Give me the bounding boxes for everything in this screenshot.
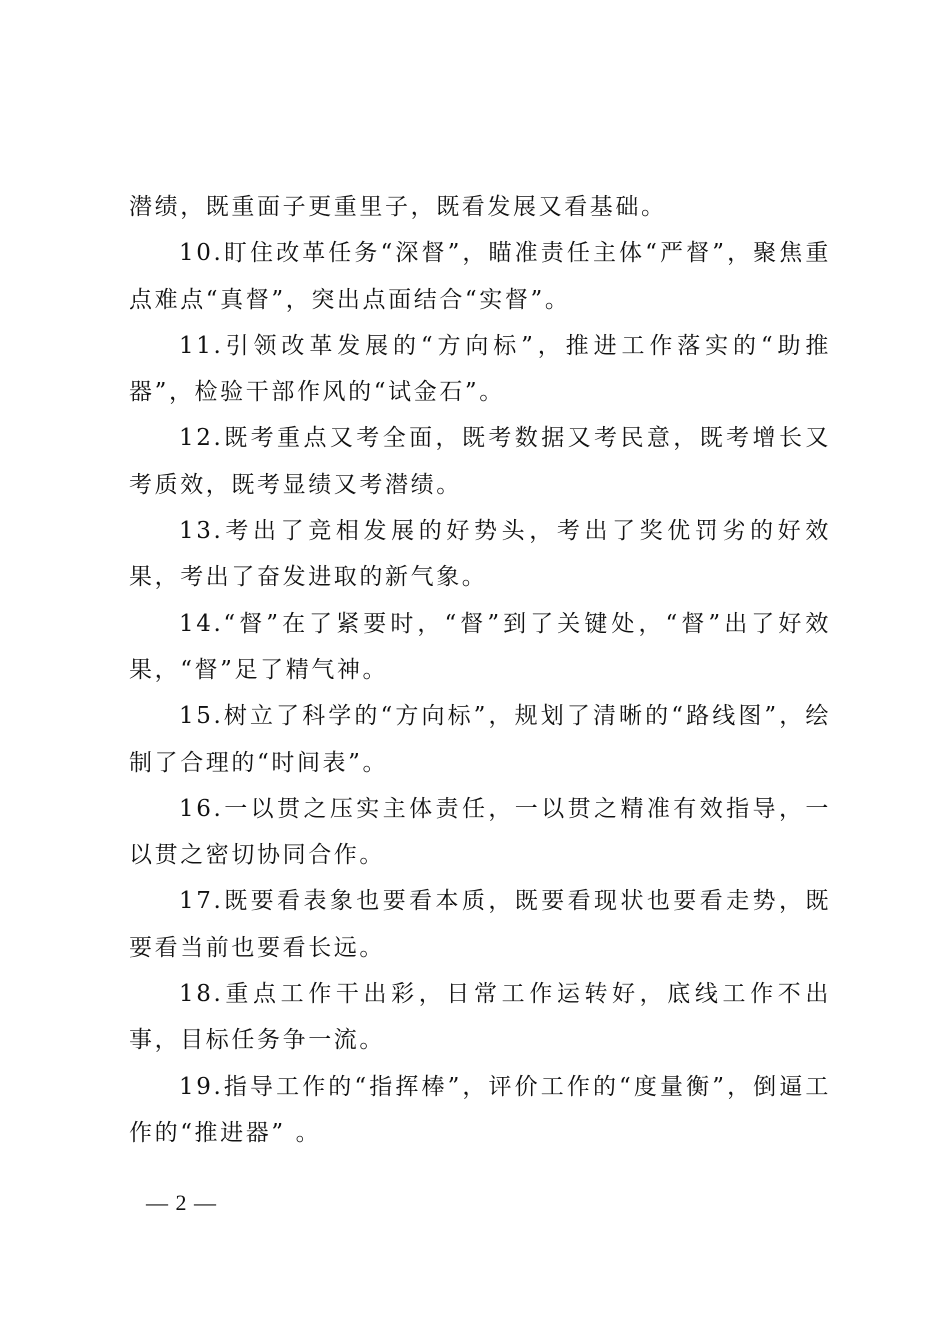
paragraph-continued: 潜绩，既重面子更重里子，既看发展又看基础。 bbox=[129, 194, 667, 220]
paragraph-item-13: 13.考出了竞相发展的好势头，考出了奖优罚劣的好效果，考出了奋发进取的新气象。 bbox=[129, 518, 831, 591]
paragraph-item-18: 18.重点工作干出彩，日常工作运转好，底线工作不出事，目标任务争一流。 bbox=[129, 981, 831, 1054]
paragraph-item-10: 10.盯住改革任务“深督”，瞄准责任主体“严督”，聚焦重点难点“真督”，突出点面结合“实督”。 bbox=[129, 240, 831, 313]
paragraph-item-16: 16.一以贯之压实主体责任，一以贯之精准有效指导，一以贯之密切协同合作。 bbox=[129, 795, 831, 869]
paragraph-item-12: 12.既考重点又考全面，既考数据又考民意，既考增长又考质效，既考显绩又考潜绩。 bbox=[129, 425, 831, 498]
paragraph-item-11: 11.引领改革发展的“方向标”，推进工作落实的“助推器”，检验干部作风的“试金石”。 bbox=[129, 332, 831, 406]
paragraph-item-15: 15.树立了科学的“方向标”，规划了清晰的“路线图”，绘制了合理的“时间表”。 bbox=[129, 703, 831, 776]
document-body bbox=[129, 184, 831, 1156]
paragraph-item-14: 14.“督”在了紧要时，“督”到了关键处，“督”出了好效果，“督”足了精气神。 bbox=[129, 610, 831, 683]
page-number: — 2 — bbox=[146, 1190, 217, 1215]
paragraph-item-19: 19.指导工作的“指挥棒”，评价工作的“度量衡”，倒逼工作的“推进器” 。 bbox=[129, 1073, 831, 1146]
paragraph-item-17: 17.既要看表象也要看本质，既要看现状也要看走势，既要看当前也要看长远。 bbox=[129, 888, 831, 961]
